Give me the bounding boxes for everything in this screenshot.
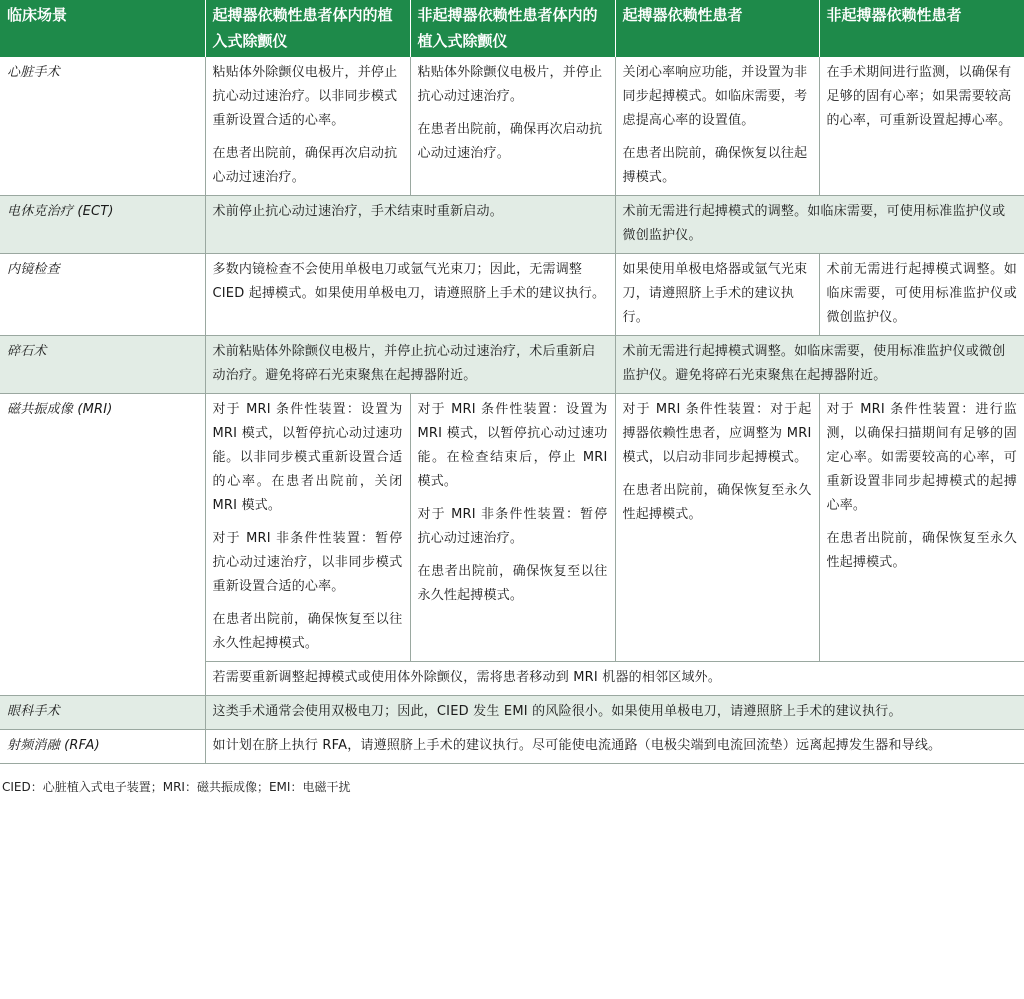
cell-pacer-dependent <box>615 394 819 662</box>
cell-paragraph: 关闭心率响应功能，并设置为非同步起搏模式。如临床需要，考虑提高心率的设置值。 <box>622 65 808 128</box>
row-cardiac-surgery <box>0 57 1024 196</box>
cell-non-pacer-dependent <box>819 57 1024 196</box>
cell-paragraph: 在患者出院前，确保恢复至永久性起搏模式。 <box>826 531 1017 570</box>
cell-paragraph: 粘贴体外除颤仪电极片，并停止抗心动过速治疗。以非同步模式重新设置合适的心率。 <box>212 65 398 128</box>
scene-label: 电休克治疗 (ECT) <box>0 196 205 254</box>
cell-icd-pacer-dependent <box>205 57 410 196</box>
cell-icd-merged: 多数内镜检查不会使用单极电刀或氩气光束刀；因此，无需调整 CIED 起搏模式。如果使用单极电刀，请遵照脐上手术的建议执行。 <box>205 254 615 336</box>
cell-all-merged: 这类手术通常会使用双极电刀；因此，CIED 发生 EMI 的风险很小。如果使用单极电刀，请遵照脐上手术的建议执行。 <box>205 696 1024 730</box>
cell-icd-non-pacer-dependent <box>410 394 615 662</box>
row-ect <box>0 196 1024 254</box>
cell-paragraph: 在患者出院前，确保恢复以往起搏模式。 <box>622 146 808 185</box>
cell-all-merged: 如计划在脐上执行 RFA，请遵照脐上手术的建议执行。尽可能使电流通路（电极尖端到电流回流垫）远离起搏发生器和导线。 <box>205 730 1024 764</box>
cell-paragraph: 在患者出院前，确保再次启动抗心动过速治疗。 <box>212 146 398 185</box>
row-lithotripsy <box>0 336 1024 394</box>
scene-label: 眼科手术 <box>0 696 205 730</box>
cell-paragraph: 对于 MRI 条件性装置：对于起搏器依赖性患者，应调整为 MRI 模式，以启动非同步起搏模式。 <box>622 402 812 465</box>
cell-paragraph: 对于 MRI 条件性装置：设置为 MRI 模式，以暂停抗心动过速功能。以非同步模式重新设置合适的心率。在患者出院前，关闭 MRI 模式。 <box>212 402 403 513</box>
scene-label: 磁共振成像 (MRI) <box>0 394 205 696</box>
cell-paragraph: 对于 MRI 条件性装置：进行监测，以确保扫描期间有足够的固定心率。如需要较高的心率，可重新设置非同步起搏模式的起搏心率。 <box>826 402 1017 513</box>
scene-label: 碎石术 <box>0 336 205 394</box>
cell-paragraph: 在患者出院前，确保恢复至以往永久性起搏模式。 <box>212 612 403 651</box>
cell-pacer-merged: 术前无需进行起搏模式的调整。如临床需要，可使用标准监护仪或微创监护仪。 <box>615 196 1024 254</box>
cell-paragraph: 在患者出院前，确保恢复至以往永久性起搏模式。 <box>417 564 608 603</box>
header-non-pacer-dependent: 非起搏器依赖性患者 <box>819 0 1024 57</box>
row-rfa <box>0 730 1024 764</box>
row-endoscopy <box>0 254 1024 336</box>
cell-paragraph: 在手术期间进行监测，以确保有足够的固有心率；如果需要较高的心率，可重新设置起搏心率。 <box>826 65 1012 128</box>
cell-icd-pacer-dependent <box>205 394 410 662</box>
cell-icd-merged: 术前停止抗心动过速治疗，手术结束时重新启动。 <box>205 196 615 254</box>
cell-icd-non-pacer-dependent <box>410 57 615 196</box>
cell-pacer-dependent <box>615 57 819 196</box>
header-icd-non-pacer-dependent: 非起搏器依赖性患者体内的植入式除颤仪 <box>410 0 615 57</box>
scene-label: 内镜检查 <box>0 254 205 336</box>
cell-paragraph: 粘贴体外除颤仪电极片，并停止抗心动过速治疗。 <box>417 65 603 104</box>
header-pacer-dependent: 起搏器依赖性患者 <box>615 0 819 57</box>
cell-paragraph: 在患者出院前，确保恢复至永久性起搏模式。 <box>622 483 812 522</box>
row-ophthalmic <box>0 696 1024 730</box>
scene-label: 心脏手术 <box>0 57 205 196</box>
header-row <box>0 0 1024 57</box>
cell-non-pacer-dependent <box>819 394 1024 662</box>
header-clinical-scenario: 临床场景 <box>0 0 205 57</box>
cell-paragraph: 对于 MRI 非条件性装置：暂停抗心动过速治疗。 <box>417 507 608 546</box>
header-icd-pacer-dependent: 起搏器依赖性患者体内的植入式除颤仪 <box>205 0 410 57</box>
cell-paragraph: 在患者出院前，确保再次启动抗心动过速治疗。 <box>417 122 603 161</box>
cell-non-pacer-dependent: 术前无需进行起搏模式调整。如临床需要，可使用标准监护仪或微创监护仪。 <box>819 254 1024 336</box>
cell-icd-merged: 术前粘贴体外除颤仪电极片，并停止抗心动过速治疗，术后重新启动治疗。避免将碎石光束聚焦在起搏器附近。 <box>205 336 615 394</box>
footnote: CIED：心脏植入式电子装置；MRI：磁共振成像；EMI：电磁干扰 <box>2 780 351 794</box>
cell-pacer-merged: 术前无需进行起搏模式调整。如临床需要，使用标准监护仪或微创监护仪。避免将碎石光束聚焦在起搏器附近。 <box>615 336 1024 394</box>
cell-paragraph: 对于 MRI 非条件性装置：暂停抗心动过速治疗，以非同步模式重新设置合适的心率。 <box>212 531 403 594</box>
row-mri <box>0 394 1024 662</box>
cell-paragraph: 对于 MRI 条件性装置：设置为 MRI 模式，以暂停抗心动过速功能。在检查结束后，停止 MRI 模式。 <box>417 402 608 489</box>
scene-label: 射频消融 (RFA) <box>0 730 205 764</box>
cell-pacer-dependent: 如果使用单极电烙器或氩气光束刀，请遵照脐上手术的建议执行。 <box>615 254 819 336</box>
mri-note: 若需要重新调整起搏模式或使用体外除颤仪，需将患者移动到 MRI 机器的相邻区域外。 <box>205 662 1024 696</box>
